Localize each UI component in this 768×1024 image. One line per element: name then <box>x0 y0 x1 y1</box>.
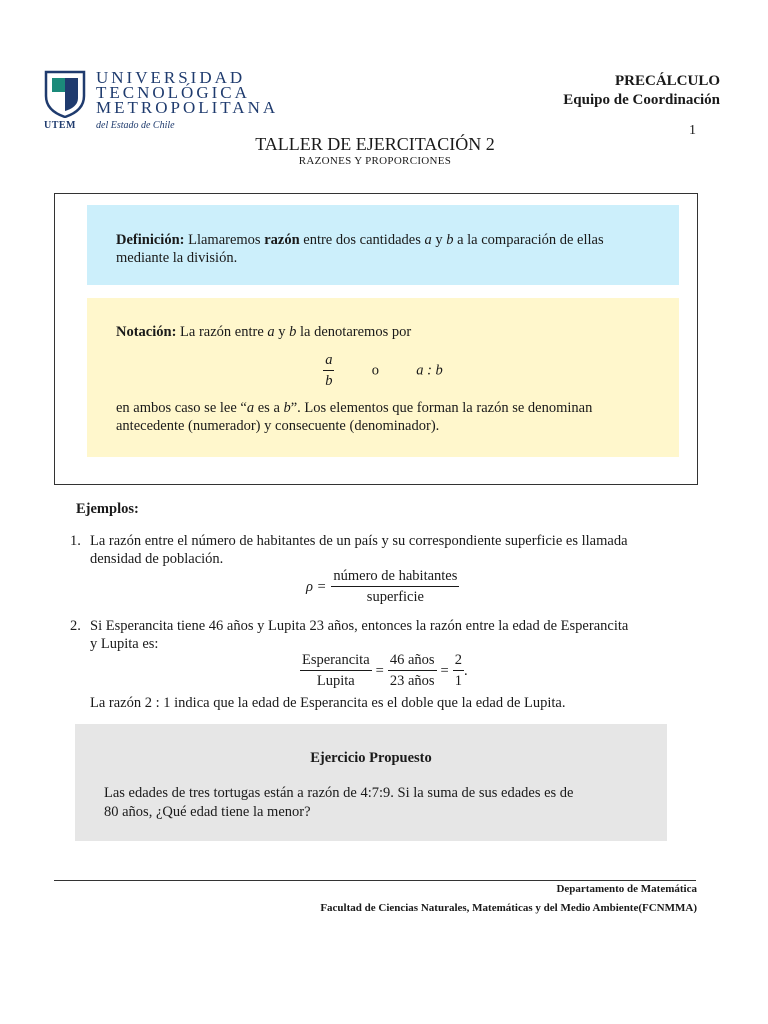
notation-line1 <box>116 323 411 341</box>
definition-text <box>116 231 604 267</box>
equals-sign: = <box>375 662 384 679</box>
names-fraction <box>300 651 372 690</box>
names-denominator: Lupita <box>316 673 355 689</box>
var-a: a <box>424 232 432 248</box>
ages-denominator: 23 años <box>389 673 435 689</box>
notation-box <box>87 298 679 457</box>
simplified-fraction <box>453 651 464 690</box>
example-1-marker: 1. <box>70 533 81 549</box>
fraction-denominator: b <box>325 373 333 389</box>
age-ratio-formula <box>300 651 468 690</box>
examples-heading: Ejemplos: <box>76 501 139 517</box>
var-a: a <box>246 400 255 416</box>
definition-part3: a la comparación de ellas <box>457 232 604 248</box>
definition-keyword: razón <box>264 232 300 248</box>
notation-line3-mid: es a <box>257 400 280 416</box>
notation-line3-a: en ambos caso se lee “ <box>116 400 247 416</box>
var-b: b <box>289 324 297 340</box>
ages-fraction <box>388 651 437 690</box>
footer-divider <box>54 880 696 881</box>
definition-part2: entre dos cantidades <box>303 232 421 248</box>
page-number: 1 <box>689 123 696 138</box>
course-header <box>563 72 720 110</box>
density-numerator: número de habitantes <box>331 567 459 587</box>
exercise-line2: 80 años, ¿Qué edad tiene la menor? <box>104 804 311 820</box>
period: . <box>463 662 468 679</box>
coordination-team: Equipo de Coordinación <box>563 92 720 108</box>
logo-estado: del Estado de Chile <box>96 120 175 131</box>
colon-notation: a : b <box>416 362 443 379</box>
ratio-fraction <box>323 351 334 390</box>
footer-faculty: Facultad de Ciencias Naturales, Matemáticas y del Medio Ambiente(FCNMMA) <box>320 902 697 914</box>
var-b: b <box>446 232 454 248</box>
example-2-line2: y Lupita es: <box>90 636 159 652</box>
university-logo <box>44 70 284 132</box>
notation-part1: La razón entre <box>180 324 264 340</box>
names-numerator: Esperancita <box>300 651 372 671</box>
exercise-title: Ejercicio Propuesto <box>310 750 432 766</box>
example-1-line1: La razón entre el número de habitantes de un país y su correspondiente superficie es llamada <box>90 533 628 549</box>
logo-line-2: TECNOLÓGICA <box>96 83 250 102</box>
footer-department: Departamento de Matemática <box>556 883 697 895</box>
ages-numerator: 46 años <box>388 651 437 671</box>
example-2-conclusion: La razón 2 : 1 indica que la edad de Esperancita es el doble que la edad de Lupita. <box>90 695 566 711</box>
fraction-numerator: a <box>323 351 334 371</box>
rho-symbol: ρ = <box>306 578 327 595</box>
simplified-denominator: 1 <box>454 673 462 689</box>
simplified-numerator: 2 <box>453 651 464 671</box>
notation-formula <box>87 351 679 390</box>
population-density-formula <box>306 567 459 606</box>
logo-utem: UTEM <box>44 120 76 131</box>
example-2-marker: 2. <box>70 618 81 634</box>
definition-box <box>87 205 679 285</box>
or-word: o <box>371 362 379 379</box>
notation-line4: antecedente (numerador) y consecuente (denominador). <box>116 418 440 434</box>
equals-sign: = <box>440 662 449 679</box>
notation-label: Notación: <box>116 324 177 340</box>
definition-line2: mediante la división. <box>116 250 238 266</box>
example-1-line2: densidad de población. <box>90 551 224 567</box>
notation-line3-b: ”. Los elementos que forman la razón se denominan <box>290 400 593 416</box>
conjunction-y: y <box>278 324 286 340</box>
logo-line-3: METROPOLITANA <box>96 98 279 117</box>
exercise-box <box>75 724 667 841</box>
var-b: b <box>283 400 291 416</box>
conjunction-y: y <box>435 232 443 248</box>
course-name: PRECÁLCULO <box>614 73 720 89</box>
logo-line-1: UNIVERSIDAD <box>96 68 246 87</box>
definition-part1: Llamaremos <box>188 232 261 248</box>
exercise-line1: Las edades de tres tortugas están a razón de 4:7:9. Si la suma de sus edades es de <box>104 785 574 801</box>
definition-label: Definición: <box>116 232 185 248</box>
page-title: TALLER DE EJERCITACIÓN 2 <box>255 134 495 154</box>
density-denominator: superficie <box>366 589 424 605</box>
density-fraction <box>331 567 459 606</box>
var-a: a <box>267 324 275 340</box>
notation-line3 <box>116 399 592 417</box>
example-2-line1: Si Esperancita tiene 46 años y Lupita 23 años, entonces la razón entre la edad de Esperancita <box>90 618 629 634</box>
utem-shield-icon <box>44 70 86 118</box>
page-subtitle: RAZONES Y PROPORCIONES <box>298 155 452 167</box>
notation-part2: la denotaremos por <box>300 324 412 340</box>
